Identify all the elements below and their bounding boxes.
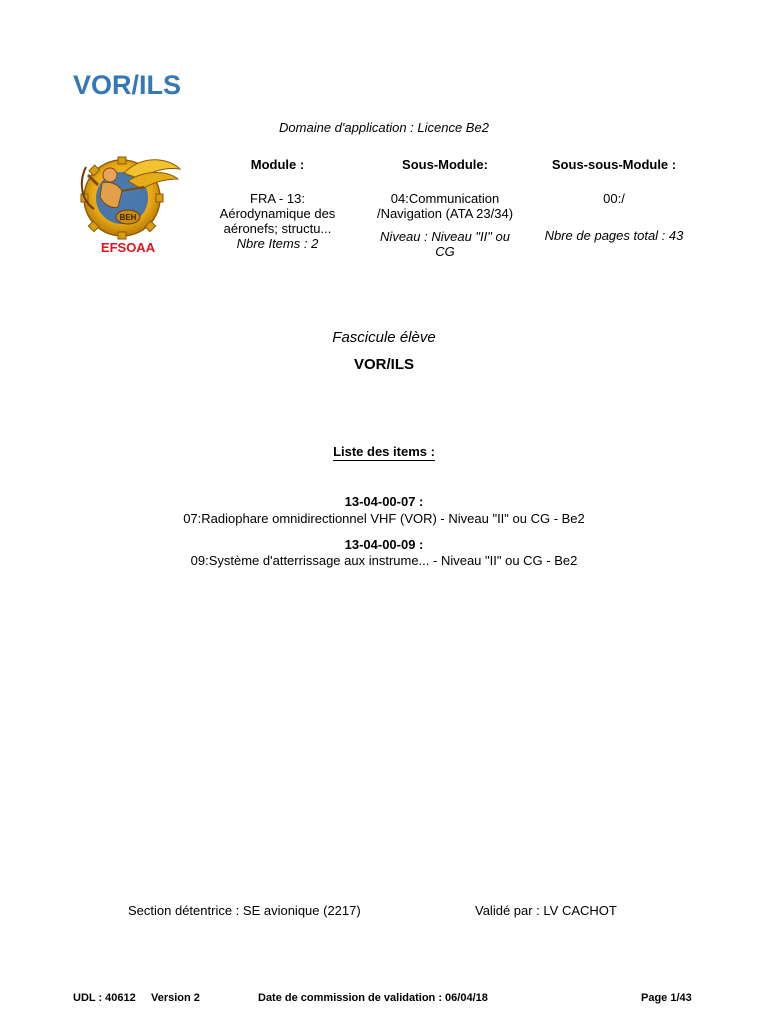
level-line: CG: [435, 244, 455, 259]
validated-by: Validé par : LV CACHOT: [475, 903, 617, 918]
efsoaa-emblem-icon: [72, 145, 184, 240]
items-list-heading-text: Liste des items :: [333, 444, 435, 459]
item-code: 13-04-00-07 :: [344, 494, 424, 509]
module-line: aéronefs; structu...: [223, 221, 332, 236]
module-line: Aérodynamique des: [219, 206, 336, 221]
document-title: VOR/ILS: [73, 70, 182, 100]
udl-number: UDL : 40612: [73, 992, 136, 1004]
version: Version 2: [151, 992, 200, 1004]
sous-module-line: 04:Communication: [390, 191, 500, 206]
svg-text:BEH: BEH: [119, 213, 137, 222]
module-line: FRA - 13:: [250, 191, 305, 206]
sous-sous-module-value: 00:/: [603, 191, 625, 206]
item-code: 13-04-00-09 :: [344, 537, 424, 552]
fascicule-title: VOR/ILS: [353, 356, 414, 373]
total-pages: Nbre de pages total : 43: [544, 228, 684, 243]
page-number: Page 1/43: [641, 992, 692, 1004]
commission-date: Date de commission de validation : 06/04/18: [258, 992, 488, 1004]
item-text: 09:Système d'atterrissage aux instrume... - Niveau "II" ou CG - Be2: [190, 553, 578, 568]
item-text: 07:Radiophare omnidirectionnel VHF (VOR) - Niveau "II" ou CG - Be2: [183, 511, 585, 526]
logo-caption: EFSOAA: [100, 240, 156, 255]
level-line: Niveau : Niveau "II" ou: [380, 229, 510, 244]
module-items-count: Nbre Items : 2: [236, 236, 319, 251]
fascicule-label: Fascicule élève: [332, 329, 436, 346]
module-heading: Module :: [250, 157, 305, 172]
sous-module-level: [365, 229, 525, 259]
sous-sous-module-heading: Sous-sous-Module :: [551, 157, 677, 172]
holding-section: Section détentrice : SE avionique (2217): [128, 903, 361, 918]
items-list-heading: [0, 444, 768, 459]
sous-module-value: [365, 191, 525, 221]
sous-module-heading: Sous-Module:: [402, 157, 488, 172]
sous-module-line: /Navigation (ATA 23/34): [376, 206, 514, 221]
domain-application: Domaine d'application : Licence Be2: [279, 120, 489, 135]
module-value: [205, 191, 350, 251]
